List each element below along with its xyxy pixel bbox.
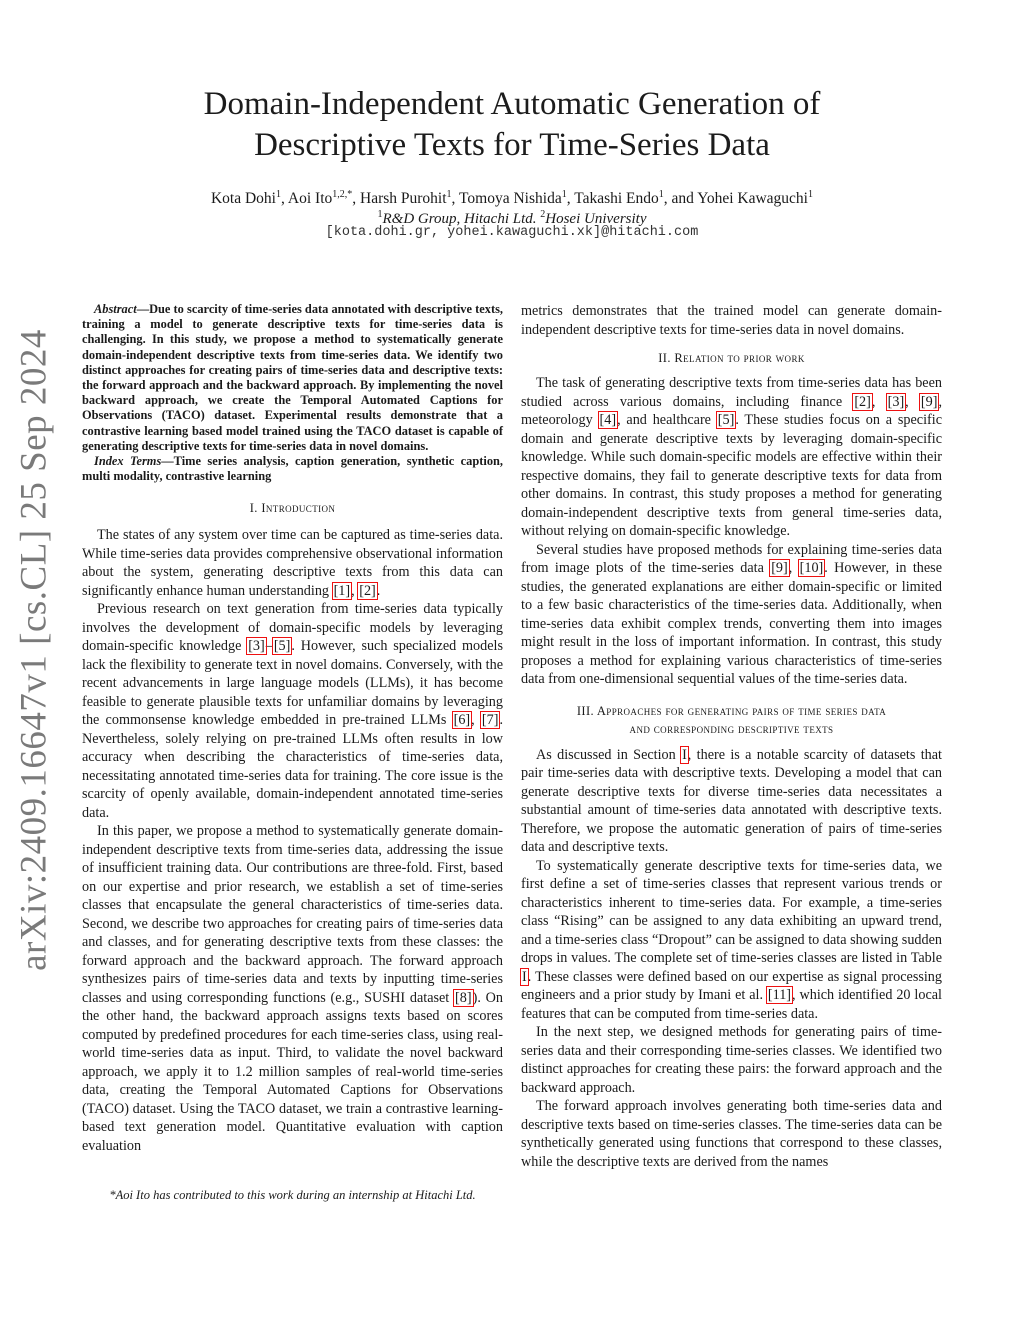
text-run: . These studies focus on a specific domain and generate descriptive texts by leveraging domain-specific knowledge. While such domain-specific models are effective within their respective domains, they fail to generate descriptive texts for data from other domains. In contrast, this study proposes a method for generating domain-independent descriptive texts from general time-series data, without relying on domain-specific knowledge.	[521, 412, 942, 539]
intro-paragraph-2	[82, 600, 503, 822]
citation-link[interactable]: [9]	[771, 560, 788, 576]
abstract-continuation: metrics demonstrates that the trained model can generate domain-independent descriptive texts for time-series data in novel domains.	[521, 303, 942, 338]
section-title-line-2: and corresponding descriptive texts	[629, 721, 834, 736]
citation-link[interactable]: [9]	[920, 393, 938, 410]
citation-link[interactable]: [6]	[453, 712, 471, 729]
section-title: Introduction	[261, 501, 336, 516]
citation-link[interactable]: [2]	[854, 393, 871, 410]
text-run: . However, such specialized models lack the flexibility to generate text in novel domains. Conversely, with the recent advancements in large language models (LLMs), it has become feasible to generate plausible texts for unfamiliar domains by leveraging the commonsense knowledge embedded in pre-trained LLMs	[82, 638, 503, 729]
text-run: . However, in these studies, the generated explanations are either domain-specific or limited to a few basic characteristics of the time-series data. Additionally, when time-series data exhibit complex trends, converting them into images might result in the loss of important information. In contrast, this study proposes a method for explaining various characteristics of time-series data from one-dimensional sequential values of the time-series data.	[521, 560, 942, 687]
citation-link[interactable]: [2]	[359, 582, 376, 599]
text-run: –	[265, 638, 273, 655]
affiliation-name: Hosei University	[545, 211, 647, 227]
text-run: . These classes were defined based on our expertise as signal processing engineers and a prior study by Imani et al.	[521, 968, 942, 1003]
approaches-paragraph-4: The forward approach involves generating both time-series data and descriptive texts based on time-series classes. The time-series data can be synthetically generated using functions that correspond to these classes, while the descriptive texts are derived from the names	[521, 1098, 942, 1170]
index-terms-label: Index Terms	[94, 454, 162, 469]
citation-link[interactable]: [1]	[333, 582, 351, 599]
affiliation-sup: 2	[540, 209, 546, 220]
text-run: In this paper, we propose a method to systematically generate domain-independent descriptive texts from time-series data, addressing the issue of insufficient training data. Our contributions are three-fold. First, based on our expertise and prior research, we establish a set of time-series classes that encapsulate the general characteristics of time-series data. Second, we describe two approaches for creating pairs of time-series data and classes, and for generating descriptive texts from these classes: the forward approach and the backward approach. The forward approach synthesizes pairs of time-series data and texts by inputting time-series classes and using corresponding functions (e.g., SUSHI dataset	[82, 823, 503, 1006]
citation-link[interactable]: [3]	[248, 638, 265, 655]
author-sup: 1	[658, 189, 664, 200]
intro-paragraph-3	[82, 822, 503, 1155]
index-terms	[82, 454, 503, 484]
citation-link[interactable]: [5]	[273, 638, 291, 655]
section-heading-line-1	[521, 702, 942, 720]
text-run: ,	[471, 712, 481, 729]
index-terms-text: —Time series analysis, caption generation, synthetic caption, multi modality, contrastive learning	[82, 454, 503, 484]
author-email: [kota.dohi.gr, yohei.kawaguchi.xk]@hitachi.com	[325, 225, 699, 240]
section-title: Relation to prior work	[674, 351, 805, 365]
text-run: Previous research on text generation from time-series data typically involves the development of domain-specific models by leveraging domain-specific knowledge	[82, 601, 503, 655]
citation-link[interactable]: [3]	[887, 393, 905, 410]
abstract	[82, 302, 503, 454]
section-heading-introduction	[82, 501, 503, 516]
abstract-label: Abstract	[94, 302, 137, 316]
table-reference-link[interactable]: I	[522, 968, 527, 985]
section-reference-link[interactable]: I	[682, 746, 687, 763]
related-paragraph-2	[521, 541, 942, 689]
citation-link[interactable]: [11]	[767, 987, 792, 1003]
author-sup: 1,2,*	[332, 189, 353, 200]
text-run: ,	[351, 582, 359, 599]
text-run: The states of any system over time can be captured as time-series data. While time-series data provides comprehensive observational information about the system, generating descriptive texts from this data can significantly enhance human understanding	[82, 527, 503, 599]
approaches-paragraph-3: In the next step, we designed methods for generating pairs of time-series data and their corresponding time-series classes. We identified two distinct approaches for creating these pairs: the forward approach and the backward approach.	[521, 1024, 942, 1096]
citation-link[interactable]: [5]	[717, 412, 735, 428]
citation-link[interactable]: [8]	[455, 989, 472, 1006]
title-line-2: Descriptive Texts for Time-Series Data	[254, 127, 770, 163]
title-line-1: Domain-Independent Automatic Generation of	[203, 86, 821, 122]
left-column	[82, 302, 503, 1155]
author-name: Takashi Endo	[574, 190, 659, 208]
citation-link[interactable]: [10]	[799, 560, 824, 576]
author-name: Aoi Ito	[287, 190, 333, 208]
text-run: . Nevertheless, solely relying on pre-trained LLMs often results in low accuracy when describing the characteristics of time-series data, necessitating annotated time-series data for training. The core issue is the scarcity of openly available, domain-independent annotated time-series data.	[82, 712, 504, 821]
text-run: ,	[788, 560, 799, 576]
text-run: , meteorology	[521, 393, 943, 428]
text-run: Several studies have proposed methods for explaining time-series data from image plots of the time-series data	[521, 541, 942, 576]
author-sup: 1	[808, 189, 813, 200]
author-name: Yohei Kawaguchi	[697, 190, 808, 208]
text-run: The task of generating descriptive texts from time-series data has been studied across various domains, including finance	[521, 375, 942, 410]
affiliation-sup: 1	[377, 209, 383, 220]
text-run: ,	[871, 393, 887, 410]
text-run: , there is a notable scarcity of datasets that pair time-series data with descriptive texts. Developing a model that can generate descriptive texts for diverse time-series data necessitates a substantial amount of time-series data annotated with descriptive texts. Therefore, we propose the automatic generation of pairs of time-series data and descriptive texts.	[521, 746, 942, 855]
text-run: .	[376, 582, 381, 599]
related-paragraph-1	[521, 374, 942, 541]
approaches-paragraph-1	[521, 746, 942, 857]
text-run: ,	[905, 393, 920, 410]
section-title-line-1: Approaches for generating pairs of time series data	[596, 703, 887, 718]
author-name: Tomoya Nishida	[459, 190, 562, 208]
intro-paragraph-1	[82, 526, 503, 600]
text-run: To systematically generate descriptive texts for time-series data, we first define a set of time-series classes that represent various trends or characteristics inherent to time-series data. For example, a time-series class “Rising” can be assigned to any data exhibiting an upward trend, and a time-series class “Dropout” can be assigned to data showing sudden drops in values. The complete set of time-series classes are listed in Table	[521, 857, 942, 966]
section-number: III.	[576, 703, 595, 718]
author-sup: 1	[276, 189, 281, 200]
footnote: *Aoi Ito has contributed to this work during an internship at Hitachi Ltd.	[109, 1188, 476, 1202]
author-sup: 1	[446, 189, 452, 200]
section-heading-approaches	[521, 702, 942, 738]
author-sup: 1	[561, 189, 567, 200]
text-run: , which identified 20 local features that can be computed from time-series data.	[521, 987, 942, 1022]
citation-link[interactable]: [7]	[481, 712, 499, 729]
text-run: As discussed in Section	[536, 746, 682, 763]
arxiv-identifier: arXiv:2409.16647v1 [cs.CL] 25 Sep 2024	[13, 329, 55, 971]
right-column	[521, 302, 942, 1171]
abstract-text: —Due to scarcity of time-series data annotated with descriptive texts, training a model to generate descriptive texts for time-series data is challenging. In this study, we propose a method to systematically generate domain-independent descriptive texts from time-series data. We identify two distinct approaches for creating pairs of time-series data and descriptive texts: the forward approach and the backward approach. By implementing the novel backward approach, we create the Temporal Automated Captions for Observations (TACO) dataset. Experimental results demonstrate that a contrastive learning based model trained using the TACO dataset is capable of generating descriptive texts for time-series data in novel domains.	[82, 302, 503, 453]
author-list: Kota Dohi$^1$, Aoi Ito$^{1,2,*}$, Harsh Purohit$^1$, Tomoya Nishida$^1$, Takashi Endo$^1$, and Yohei Kawaguchi$^1$	[210, 189, 813, 208]
section-heading-related-work	[521, 351, 942, 366]
paper-title	[0, 84, 1024, 166]
section-number: I.	[249, 501, 258, 516]
arxiv-side-stamp	[4, 329, 64, 971]
text-run: , and healthcare	[617, 412, 717, 428]
citation-link[interactable]: [4]	[599, 412, 617, 428]
text-run: ). On the other hand, the backward approach assigns texts based on scores computed by predefined procedures for each time-series class, using real-world time-series data as input. Third, to validate the novel backward approach, we apply it to 1.2 million samples of real-world time-series data, creating the Temporal Automated Captions for Observations (TACO) dataset. Using the TACO dataset, we train a contrastive learning-based text generation model. Quantitative evaluation with caption evaluation	[82, 989, 503, 1154]
author-name: Kota Dohi	[210, 190, 276, 208]
author-name: Harsh Purohit	[360, 190, 447, 208]
section-number: II.	[658, 351, 671, 365]
approaches-paragraph-2	[521, 857, 942, 1024]
affiliation-name: R&D Group, Hitachi Ltd.	[382, 211, 537, 227]
